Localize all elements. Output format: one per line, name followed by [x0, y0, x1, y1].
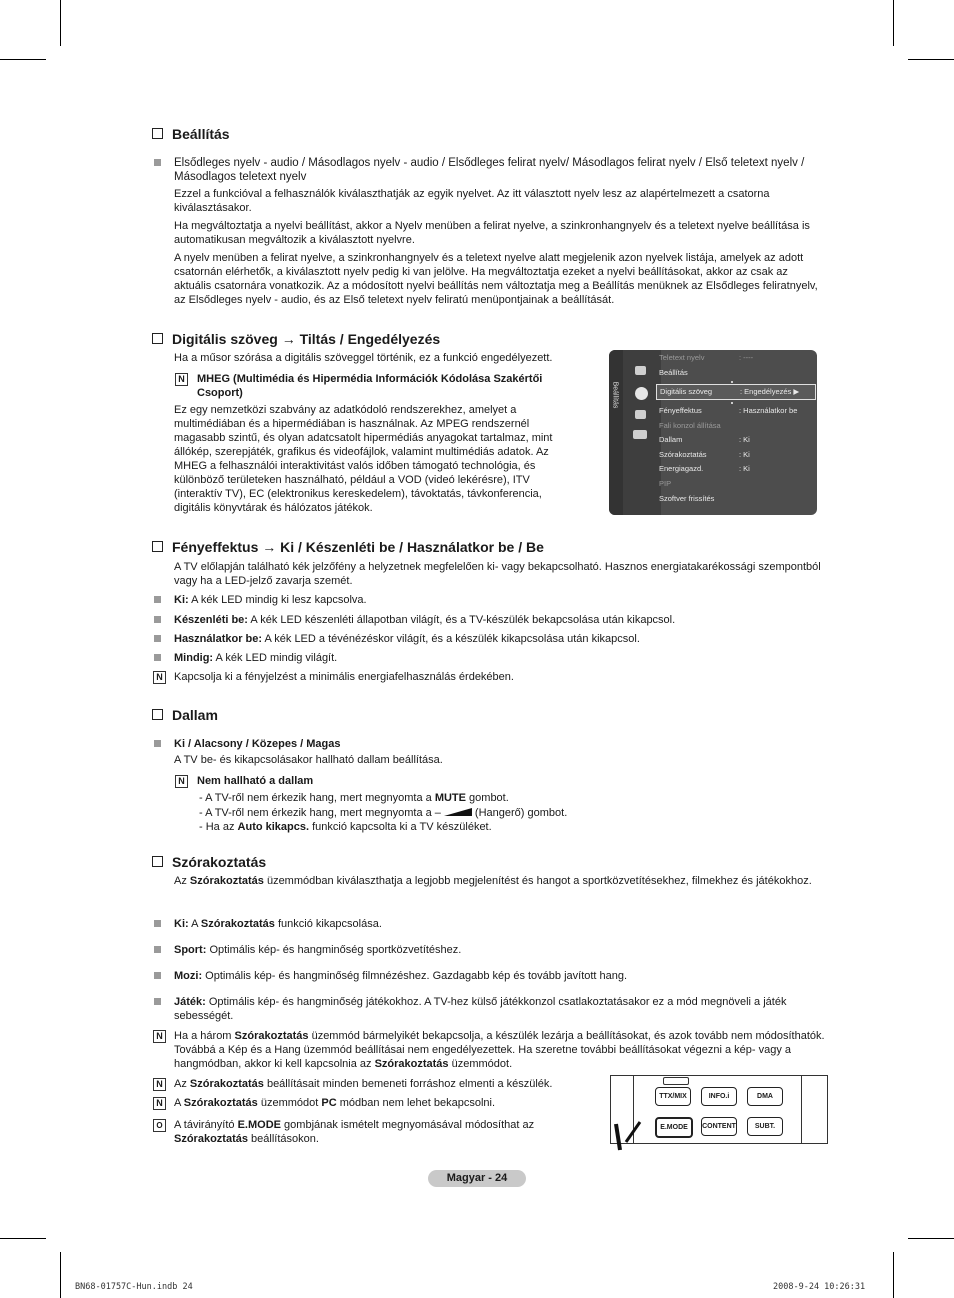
osd-row-label: PIP	[659, 479, 672, 488]
osd-row-label: Energiagazd.	[659, 464, 704, 473]
bold-text: Szórakoztatás	[189, 1078, 264, 1090]
crop-mark	[0, 59, 46, 60]
item-label: Sport:	[174, 944, 207, 956]
bold-text: Szórakoztatás	[174, 1133, 248, 1145]
imprint-timestamp: 2008-9-24 10:26:31	[773, 1282, 866, 1292]
text: üzemmódot.	[448, 1058, 513, 1070]
remote-control-illustration	[610, 1075, 828, 1144]
square-bullet-icon	[154, 740, 161, 747]
osd-row-value: : Ki	[739, 450, 750, 459]
dash-bold: Auto kikapcs.	[237, 821, 310, 833]
square-bullet-icon	[154, 946, 161, 953]
bold-text: Szórakoztatás	[374, 1058, 449, 1070]
item-text: Optimális kép- és hangminőség sportközvetítéshez.	[206, 944, 462, 956]
heading-text: Beállítás	[172, 126, 230, 142]
item-text: A	[188, 918, 201, 930]
note-icon: N	[153, 671, 166, 684]
bold-text: Szórakoztatás	[189, 875, 264, 887]
paragraph: A TV előlapján található kék jelzőfény a helyzetnek megfelelően ki- vagy bekapcsolható. Hasznos energiatakarékossági szempontból vagy ha a LED-jelző zavarja szemét.	[174, 561, 821, 587]
crop-mark	[60, 1252, 61, 1298]
note-icon: N	[153, 1078, 166, 1091]
dash-text: A TV-ről nem érkezik hang, mert megnyomta a	[205, 792, 435, 804]
osd-row-value: : Ki	[739, 464, 750, 473]
note-icon: N	[175, 775, 188, 788]
osd-row-pip	[659, 477, 815, 491]
note-text	[174, 1077, 594, 1091]
sound-icon	[635, 410, 646, 419]
osd-row-entertainment	[659, 448, 815, 462]
paragraph: A TV be- és kikapcsolásakor hallható dallam beállítása.	[174, 754, 443, 766]
square-bullet-icon	[154, 596, 161, 603]
osd-row-software-update	[659, 492, 815, 506]
crop-mark	[893, 0, 894, 46]
text: gombjának ismételt megnyomásával módosíthat az	[281, 1119, 535, 1131]
text: Az	[174, 875, 190, 887]
dash-text: gombot.	[465, 792, 509, 804]
dma-button: DMA	[747, 1087, 783, 1106]
imprint-file: BN68-01757C-Hun.indb 24	[75, 1282, 193, 1292]
checkbox-bullet-icon	[152, 541, 163, 552]
checkbox-bullet-icon	[152, 128, 163, 139]
paragraph: Ez egy nemzetközi szabvány az adatkódoló rendszerekhez, amelyet a multimédiában és a hipermédiában is használnak. Az MPEG rendszernél magasabb szintű, és olyan adatcsatolt hipermédiás anyagokat tartalmaz, mint állókép, szerepjáték, grafikus és videofájlok, valamint multimédiás adatok. Az MHEG a felhasználói interaktivitást valós időben támogató technológia, és különböző területeken használható, például a VOD (videó lekérésre), ITV (interaktív TV), EC (elektronikus kereskedelem), távoktatás, távkonferencia, digitális könyvtárak és hálózatos játékok.	[174, 404, 553, 514]
section-heading-light-effect	[152, 539, 544, 555]
osd-row-label: Dallam	[659, 435, 683, 444]
heading-text: Dallam	[172, 707, 218, 723]
heading-text: Szórakoztatás	[172, 854, 267, 870]
heading-text: Fényeffektus → Ki / Készenléti be / Használatkor be / Be	[172, 539, 544, 555]
osd-row-digital-text-selected	[656, 384, 816, 400]
gear-icon	[635, 387, 648, 400]
dash-text: Ha az	[205, 821, 238, 833]
section-heading-beallitas	[152, 126, 230, 142]
picture-icon	[635, 366, 646, 375]
heading-text: Digitális szöveg → Tiltás / Engedélyezés	[172, 331, 441, 347]
note-text	[174, 1118, 594, 1146]
item-text: A kék LED a tévénézéskor világít, és a készülék kikapcsolása után kikapcsol.	[262, 633, 640, 645]
text: A távirányító	[174, 1119, 238, 1131]
teletext-icon	[663, 1077, 689, 1085]
item-label: Készenléti be:	[174, 614, 248, 626]
bold-text: Szórakoztatás	[234, 1030, 309, 1042]
osd-row-label: Teletext nyelv	[659, 353, 705, 362]
text: Az	[174, 1078, 190, 1090]
osd-row-label: Fényeffektus	[659, 406, 702, 415]
item-text: A kék LED mindig világít.	[213, 652, 338, 664]
item-text: Optimális kép- és hangminőség játékokhoz. A TV-hez külső játékkonzol csatlakoztatásakor ez a mód megnöveli a játék sebességét.	[174, 996, 787, 1022]
paragraph: Ha a műsor szórása a digitális szöveggel történik, ez a funkció engedélyezett.	[174, 352, 553, 364]
list-item	[174, 943, 824, 957]
item-text: funkció kikapcsolása.	[274, 918, 382, 930]
content-button: CONTENT	[701, 1117, 737, 1136]
language-list: Elsődleges nyelv - audio / Másodlagos nyelv - audio / Elsődleges felirat nyelv/ Másodlagos felirat nyelv / Első teletext nyelv / Másodlagos teletext nyelv	[174, 157, 805, 183]
text: üzemmódban kiválaszthatja a legjobb megjelenítést és hangot a sportközvetítésekhez, filmekhez és játékokhoz.	[263, 875, 812, 887]
checkbox-bullet-icon	[152, 333, 163, 344]
osd-menu-screenshot	[609, 350, 817, 515]
crop-mark	[893, 1252, 894, 1298]
osd-row-light-effect	[659, 404, 815, 418]
text: A	[174, 1097, 184, 1109]
text: beállításokon.	[247, 1133, 319, 1145]
dash-text: funkció kapcsolta ki a TV készüléket.	[309, 821, 492, 833]
list-item	[174, 917, 824, 931]
text: beállításait minden bemeneti forráshoz elmenti a készülék.	[263, 1078, 553, 1090]
dash-item: - Ha az Auto kikapcs. funkció kapcsolta ki a TV készüléket.	[199, 821, 492, 833]
osd-row-value: : Ki	[739, 435, 750, 444]
item-bold: Szórakoztatás	[200, 918, 275, 930]
note-icon: N	[175, 373, 188, 386]
list-item	[174, 593, 824, 607]
square-bullet-icon	[154, 654, 161, 661]
bold-text: Szórakoztatás	[183, 1097, 258, 1109]
item-label: Használatkor be:	[174, 633, 263, 645]
square-bullet-icon	[154, 159, 161, 166]
dash-text: (Hangerő) gombot.	[474, 807, 568, 819]
melody-options: Ki / Alacsony / Közepes / Magas	[174, 738, 341, 750]
paragraph: Ha megváltoztatja a nyelvi beállítást, akkor a Nyelv menüben a felirat nyelve, a szinkronhangnyelv és a teletext nyelve beállítása is automatikusan megváltozik a kiválasztott nyelvre.	[174, 220, 810, 246]
item-label: Ki:	[174, 918, 189, 930]
dash-item: - A TV-ről nem érkezik hang, mert megnyomta a MUTE gombot.	[199, 792, 509, 804]
list-item	[174, 613, 824, 627]
osd-row-teletext-language	[659, 351, 815, 365]
text: üzemmódot	[257, 1097, 322, 1109]
note-text	[174, 1096, 594, 1110]
item-label: Ki:	[174, 594, 189, 606]
note-text	[174, 1029, 828, 1071]
note-text: Kapcsolja ki a fényjelzést a minimális energiafelhasználás érdekében.	[174, 671, 514, 683]
dash-item: - A TV-ről nem érkezik hang, mert megnyomta a – (Hangerő) gombot.	[199, 807, 568, 819]
osd-row-value: : Használatkor be	[739, 406, 798, 415]
bold-text: PC	[321, 1097, 337, 1109]
osd-vertical-label: Beállítás	[611, 381, 619, 409]
info-button: INFO.i	[701, 1087, 737, 1106]
section-heading-melody	[152, 707, 218, 723]
subt-button: SUBT.	[747, 1117, 783, 1136]
emode-button: E.MODE	[655, 1117, 693, 1138]
paragraph: Ezzel a funkcióval a felhasználók kiválaszthatják az egyik nyelvet. Az itt választott nyelv lesz az alapértelmezett a csatorna kiválasztásakor.	[174, 188, 770, 214]
section-heading-digital-text	[152, 331, 440, 347]
list-item	[174, 632, 824, 646]
crop-mark	[908, 1238, 954, 1239]
osd-row-value: : ----	[739, 353, 754, 362]
crop-mark	[0, 1238, 46, 1239]
crop-mark	[60, 0, 61, 46]
list-item	[174, 969, 824, 983]
osd-row-label: Szoftver frissítés	[659, 494, 715, 503]
item-label: Játék:	[174, 996, 206, 1008]
item-text: A kék LED mindig ki lesz kapcsolva.	[188, 594, 367, 606]
list-item	[174, 651, 824, 665]
bold-text: E.MODE	[237, 1119, 281, 1131]
item-label: Mindig:	[174, 652, 214, 664]
item-text: Optimális kép- és hangminőség filmnézéshez. Gazdagabb kép és tovább javított hang.	[202, 970, 628, 982]
hand-pointer-icon: O	[153, 1119, 166, 1132]
osd-icon-column	[623, 350, 661, 515]
list-item	[174, 995, 828, 1023]
remote-edge-line	[801, 1076, 802, 1143]
pointer-arrow-icon	[612, 1118, 642, 1152]
note-icon: N	[153, 1097, 166, 1110]
square-bullet-icon	[154, 972, 161, 979]
square-bullet-icon	[154, 616, 161, 623]
section-heading-entertainment	[152, 854, 266, 870]
paragraph	[174, 874, 824, 888]
osd-row-energy-saving	[659, 462, 815, 476]
osd-row-value: : Engedélyezés ▶	[740, 387, 800, 396]
volume-down-icon	[444, 808, 472, 817]
input-icon	[633, 430, 647, 439]
text: módban nem lehet bekapcsolni.	[336, 1097, 496, 1109]
checkbox-bullet-icon	[152, 709, 163, 720]
text: Ha a három	[174, 1030, 235, 1042]
ttx-mix-button: TTX/MIX	[655, 1087, 691, 1106]
dash-bold: MUTE	[434, 792, 466, 804]
osd-row-label: Beállítás	[659, 368, 688, 377]
square-bullet-icon	[154, 998, 161, 1005]
dash-text: A TV-ről nem érkezik hang, mert megnyomta a –	[205, 807, 441, 819]
osd-row-setup	[659, 366, 815, 380]
note-title: Nem hallható a dallam	[197, 775, 314, 787]
note-title: MHEG (Multimédia és Hipermédia Információk Kódolása Szakértői Csoport)	[197, 373, 543, 399]
osd-row-melody	[659, 433, 815, 447]
square-bullet-icon	[154, 635, 161, 642]
note-icon: N	[153, 1030, 166, 1043]
crop-mark	[908, 59, 954, 60]
osd-row-label: Digitális szöveg	[660, 387, 713, 396]
osd-row-label: Szórakoztatás	[659, 450, 707, 459]
scroll-up-icon	[731, 381, 733, 383]
page-number-badge: Magyar - 24	[428, 1170, 526, 1187]
item-label: Mozi:	[174, 970, 203, 982]
osd-side-strip	[609, 350, 623, 515]
osd-row-label: Fali konzol állítása	[659, 421, 721, 430]
item-text: A kék LED készenléti állapotban világít, és a TV-készülék bekapcsolása után kikapcsol.	[247, 614, 676, 626]
checkbox-bullet-icon	[152, 856, 163, 867]
osd-row-wall-mount	[659, 419, 815, 433]
paragraph: A nyelv menüben a felirat nyelve, a szinkronhangnyelv és a teletext nyelve alatt megjelenik azon nyelvek listája, amelyek az adott csatornán elérhetők, a kiválasztott nyelv pedig ki van jelölve. Ha megváltoztatja ezeket a nyelvi beállításokat, akkor az csak az aktuális csatornára vonatkozik. Az a módosított nyelvi beállítás nem változtatja meg a Beállítás menüknek az Elsődleges feliratnyelv, az Elsődleges nyelv - audio, és az Első teletext nyelv feliratú menüpontjainak a beállítását.	[174, 252, 818, 306]
text: üzemmód bármelyikét bekapcsolja, a készülék lezárja a beállításokat, és azok tovább nem módosíthatók. Továbbá a Kép és a Hang üzemmód beállításai nem engedélyezettek. Ha szeretne további beállításokat végezni a kép- vagy a hangmódban, akkor ki kell kapcsolnia az	[174, 1030, 825, 1070]
square-bullet-icon	[154, 920, 161, 927]
